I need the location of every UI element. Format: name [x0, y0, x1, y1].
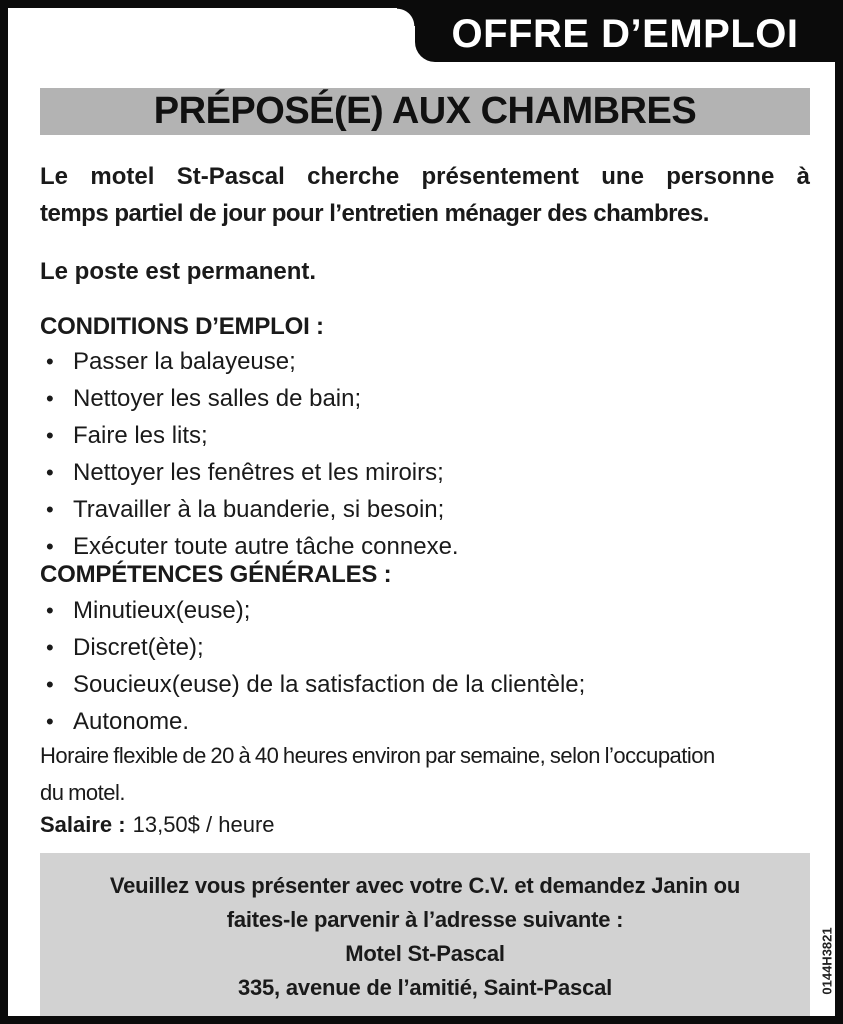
- title-bar: [40, 88, 810, 135]
- bullet-icon: •: [46, 672, 54, 697]
- bullet-icon: •: [46, 709, 54, 734]
- footer-line: Veuillez vous présenter avec votre C.V. et demandez Janin ou: [109, 873, 741, 898]
- section-heading-competences: COMPÉTENCES GÉNÉRALES :: [40, 561, 392, 588]
- list-item: [46, 459, 810, 496]
- list-item-text: Discret(ète);: [73, 634, 204, 661]
- list-item-text: Soucieux(euse) de la satisfaction de la clientèle;: [73, 671, 586, 698]
- competences-list: [46, 597, 810, 745]
- ad-code: [819, 916, 835, 1006]
- list-item: [46, 348, 810, 385]
- list-item: [46, 385, 810, 422]
- conditions-list: [46, 348, 810, 570]
- footer-line: 335, avenue de l’amitié, Saint-Pascal: [237, 975, 613, 1000]
- bullet-icon: •: [46, 497, 54, 522]
- list-item: [46, 597, 810, 634]
- salary-line: [40, 812, 275, 838]
- section-heading-conditions: CONDITIONS D’EMPLOI :: [40, 313, 324, 340]
- list-item: [46, 634, 810, 671]
- list-item-text: Autonome.: [73, 708, 190, 735]
- permanent-note: Le poste est permanent.: [40, 258, 317, 285]
- intro-line-1: Le motel St-Pascal cherche présentement une personne à: [40, 163, 810, 190]
- salary-value: 13,50$ / heure: [132, 812, 275, 837]
- list-item: [46, 708, 810, 745]
- list-item: [46, 671, 810, 708]
- banner: [415, 8, 835, 62]
- list-item-text: Minutieux(euse);: [73, 597, 251, 624]
- bullet-icon: •: [46, 423, 54, 448]
- list-item-text: Nettoyer les fenêtres et les miroirs;: [73, 459, 444, 486]
- banner-corner-fillet: [397, 8, 415, 26]
- footer-line: Motel St-Pascal: [345, 941, 505, 966]
- intro-line-2: temps partiel de jour pour l’entretien ménager des chambres.: [40, 200, 709, 227]
- bullet-icon: •: [46, 598, 54, 623]
- bullet-icon: •: [46, 349, 54, 374]
- bullet-icon: •: [46, 460, 54, 485]
- list-item-text: Passer la balayeuse;: [73, 348, 296, 375]
- list-item-text: Travailler à la buanderie, si besoin;: [73, 496, 445, 523]
- bullet-icon: •: [46, 386, 54, 411]
- schedule-line-2: du motel.: [40, 780, 125, 805]
- list-item-text: Faire les lits;: [73, 422, 208, 449]
- list-item-text: Exécuter toute autre tâche connexe.: [73, 533, 459, 560]
- list-item: [46, 422, 810, 459]
- footer-box: [40, 853, 810, 1016]
- banner-title: OFFRE D’EMPLOI: [451, 12, 799, 56]
- footer-line: faites-le parvenir à l’adresse suivante :: [226, 907, 624, 932]
- salary-label: Salaire :: [40, 812, 126, 837]
- schedule-line-1: Horaire flexible de 20 à 40 heures environ par semaine, selon l’occupation: [40, 743, 715, 768]
- list-item-text: Nettoyer les salles de bain;: [73, 385, 362, 412]
- job-title: PRÉPOSÉ(E) AUX CHAMBRES: [153, 90, 697, 132]
- ad-code-text: 0144H3821: [819, 927, 835, 995]
- list-item: [46, 496, 810, 533]
- bullet-icon: •: [46, 635, 54, 660]
- bullet-icon: •: [46, 534, 54, 559]
